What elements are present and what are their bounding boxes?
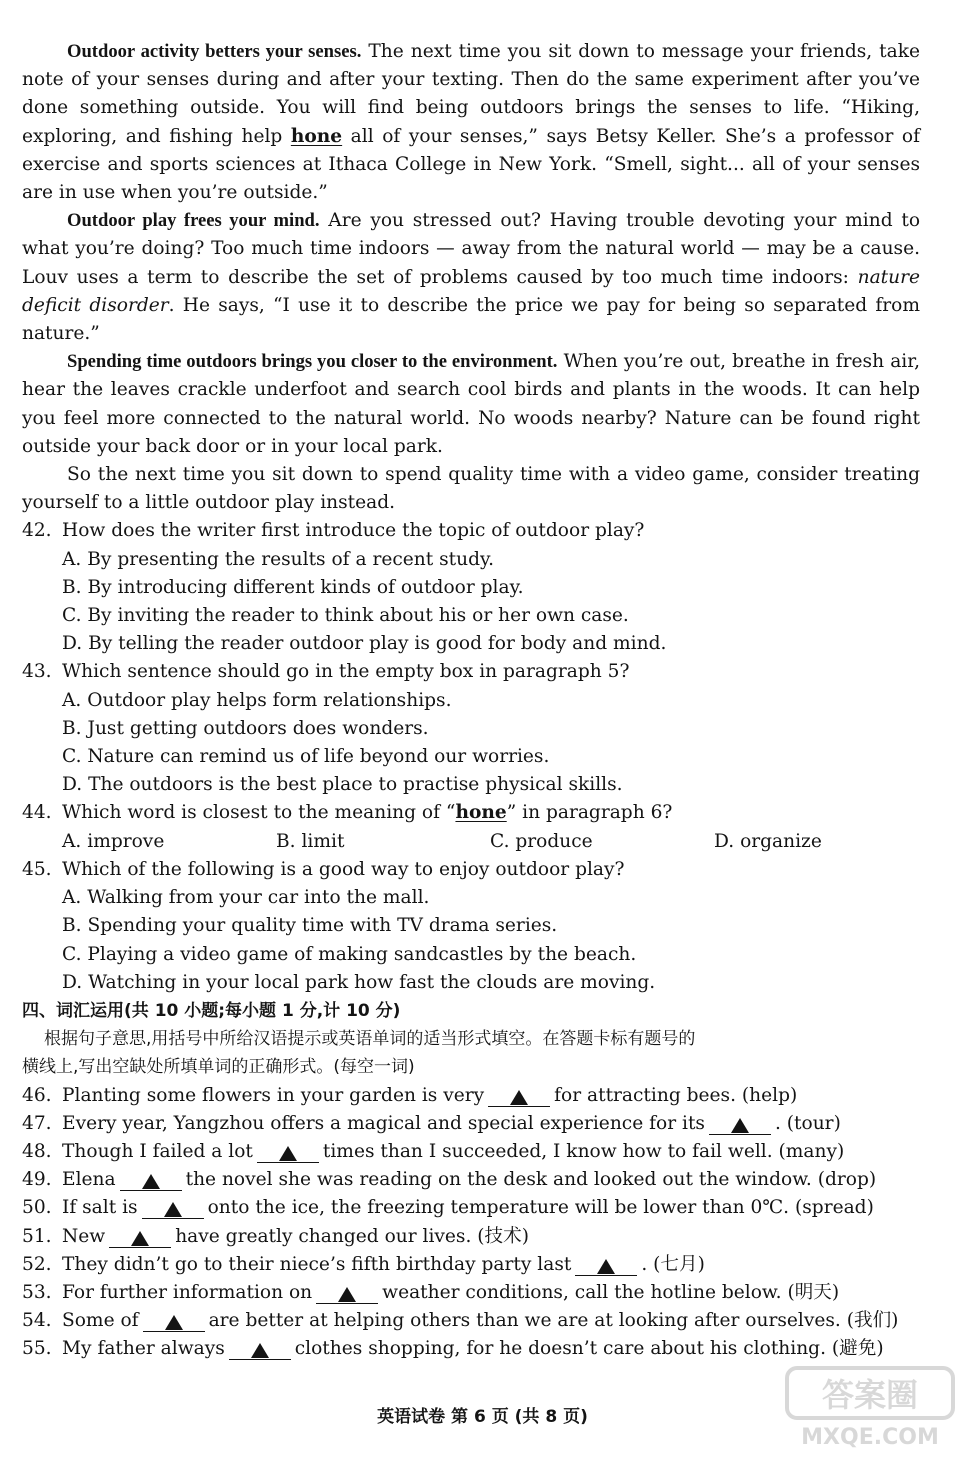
option: A. Walking from your car into the mall. xyxy=(62,887,430,909)
triangle-icon xyxy=(164,1202,182,1217)
fill-text: Every year, Yangzhou offers a magical and special experience for its xyxy=(62,1112,705,1134)
question-number: 42. xyxy=(22,520,52,542)
page-footer: 英语试卷 第 6 页 (共 8 页) xyxy=(377,1407,588,1427)
question-text: ” in paragraph 6? xyxy=(506,802,673,824)
paragraph-lead: Outdoor play frees your mind. xyxy=(67,210,320,232)
question-text: How does the writer first introduce the topic of outdoor play? xyxy=(62,520,645,542)
question-number: 49. xyxy=(22,1169,52,1191)
paragraph-lead: Spending time outdoors brings you closer to the environment. xyxy=(67,351,558,373)
question-42 xyxy=(22,517,920,658)
paragraph-environment xyxy=(22,348,920,461)
option: A. By presenting the results of a recent study. xyxy=(62,548,494,570)
fill-item-49 xyxy=(22,1166,920,1194)
fill-text: have greatly changed our lives. (技术) xyxy=(175,1225,529,1247)
triangle-icon xyxy=(731,1118,749,1133)
paragraph-text: Are you stressed out? Having trouble devoting your mind to what you’re doing? Too much time indoors — away from the natural world — may be a cause. Louv uses a term to describe the set of problems caused by too much time indoors: xyxy=(22,210,921,288)
fill-item-46 xyxy=(22,1082,920,1110)
triangle-icon xyxy=(338,1287,356,1302)
fill-text: weather conditions, call the hotline below. (明天) xyxy=(382,1281,840,1303)
fill-item-48 xyxy=(22,1138,920,1166)
question-number: 46. xyxy=(22,1084,52,1106)
fill-item-51 xyxy=(22,1223,920,1251)
option: D. The outdoors is the best place to practise physical skills. xyxy=(62,774,623,796)
underlined-word: hone xyxy=(290,125,343,147)
triangle-icon xyxy=(142,1174,160,1189)
option: D. Watching in your local park how fast the clouds are moving. xyxy=(62,971,656,993)
fill-text: times than I succeeded, I know how to fail well. (many) xyxy=(322,1140,845,1162)
option: B. Just getting outdoors does wonders. xyxy=(62,717,429,739)
fill-text: the novel she was reading on the desk and looked out the window. (drop) xyxy=(185,1169,877,1191)
fill-text: onto the ice, the freezing temperature will be lower than 0℃. (spread) xyxy=(207,1197,874,1219)
watermark-logo xyxy=(785,1366,955,1451)
question-number: 43. xyxy=(22,661,52,683)
fill-text: clothes shopping, for he doesn’t care about his clothing. (避免) xyxy=(294,1338,884,1360)
option: C. By inviting the reader to think about his or her own case. xyxy=(62,605,629,627)
section-title: 四、词汇运用(共 10 小题;每小题 1 分,计 10 分) xyxy=(22,1000,401,1021)
answer-blank[interactable] xyxy=(120,1170,182,1191)
section-instructions: 横线上,写出空缺处所填单词的正确形式。(每空一词) xyxy=(22,1057,415,1078)
fill-text: Planting some flowers in your garden is very xyxy=(62,1084,485,1106)
fill-item-50 xyxy=(22,1194,920,1222)
question-number: 44. xyxy=(22,802,52,824)
answer-blank[interactable] xyxy=(316,1283,378,1304)
fill-text: Some of xyxy=(62,1310,139,1332)
triangle-icon xyxy=(131,1231,149,1246)
answer-blank[interactable] xyxy=(709,1114,771,1135)
question-text: Which of the following is a good way to enjoy outdoor play? xyxy=(62,858,625,880)
fill-text: For further information on xyxy=(62,1281,313,1303)
paragraph-mind xyxy=(22,207,920,348)
option: C. Playing a video game of making sandcastles by the beach. xyxy=(62,943,637,965)
fill-text: . (tour) xyxy=(774,1112,841,1134)
question-number: 45. xyxy=(22,858,52,880)
fill-text: They didn’t go to their niece’s fifth birthday party last xyxy=(62,1253,572,1275)
triangle-icon xyxy=(279,1146,297,1161)
triangle-icon xyxy=(165,1315,183,1330)
triangle-icon xyxy=(597,1259,615,1274)
question-number: 47. xyxy=(22,1112,52,1134)
fill-item-47 xyxy=(22,1110,920,1138)
paragraph-conclusion: So the next time you sit down to spend quality time with a video game, consider treating yourself to a little outdoor play instead. xyxy=(22,464,920,514)
option: A. Outdoor play helps form relationships. xyxy=(62,689,452,711)
answer-blank[interactable] xyxy=(229,1339,291,1360)
fill-item-52 xyxy=(22,1251,920,1279)
question-number: 48. xyxy=(22,1140,52,1162)
question-number: 54. xyxy=(22,1310,52,1332)
italic-term: nature deficit disorder xyxy=(22,266,920,316)
fill-item-55 xyxy=(22,1335,920,1363)
section-instructions: 根据句子意思,用括号中所给汉语提示或英语单词的适当形式填空。在答题卡标有题号的 xyxy=(44,1029,696,1050)
question-text: Which sentence should go in the empty box in paragraph 5? xyxy=(62,661,630,683)
paragraph-text: When you’re out, breathe in fresh air, hear the leaves crackle underfoot and search cool birds and plants in the woods. It can help you feel more connected to the natural world. No woods nearby? Nature can be found right outside your back door or in your local park. xyxy=(22,351,920,457)
triangle-icon xyxy=(251,1343,269,1358)
paragraph-text: The next time you sit down to message your friends, take note of your senses during and after your texting. Then do the same experiment after you’ve done something outside. You will find being outdoors brings the senses to life. “Hiking, exploring, and fishing help xyxy=(22,41,921,147)
answer-blank[interactable] xyxy=(109,1227,171,1248)
option: C. produce xyxy=(490,830,593,852)
question-number: 53. xyxy=(22,1281,52,1303)
underlined-word: hone xyxy=(455,802,507,824)
paragraph-senses xyxy=(22,38,920,207)
fill-text: Though I failed a lot xyxy=(62,1140,253,1162)
question-text: Which word is closest to the meaning of “ xyxy=(62,802,456,824)
paragraph-text: . He says, “I use it to describe the price we pay for being so separated from nature.” xyxy=(22,294,920,345)
fill-item-54 xyxy=(22,1307,920,1335)
fill-text: are better at helping others than we are at looking after ourselves. (我们) xyxy=(208,1310,899,1332)
paragraph-text: all of your senses,” says Betsy Keller. She’s a professor of exercise and sports sciences at Ithaca College in New York. “Smell, sight... all of your senses are in use when you’re outside.” xyxy=(22,125,920,204)
fill-text: for attracting bees. (help) xyxy=(554,1084,798,1106)
fill-in-list xyxy=(22,1082,920,1364)
option: B. Spending your quality time with TV drama series. xyxy=(62,915,558,937)
answer-blank[interactable] xyxy=(488,1086,550,1107)
triangle-icon xyxy=(510,1090,528,1105)
question-number: 55. xyxy=(22,1338,52,1360)
fill-text: . (七月) xyxy=(641,1253,705,1275)
question-44 xyxy=(22,799,920,855)
answer-blank[interactable] xyxy=(143,1311,205,1332)
option: D. organize xyxy=(714,830,822,852)
fill-text: New xyxy=(62,1225,106,1247)
fill-item-53 xyxy=(22,1279,920,1307)
option: B. limit xyxy=(276,830,345,852)
watermark-top: 答案圈 xyxy=(821,1376,919,1414)
option: A. improve xyxy=(62,830,165,852)
option: D. By telling the reader outdoor play is good for body and mind. xyxy=(62,633,667,655)
option-row xyxy=(22,828,920,856)
answer-blank[interactable] xyxy=(575,1255,637,1276)
fill-text: My father always xyxy=(62,1338,225,1360)
exam-page xyxy=(22,38,920,1364)
answer-blank[interactable] xyxy=(257,1142,319,1163)
option: C. Nature can remind us of life beyond our worries. xyxy=(62,746,550,768)
fill-text: If salt is xyxy=(62,1197,138,1219)
watermark-bottom: MXQE.COM xyxy=(801,1425,939,1450)
option: B. By introducing different kinds of outdoor play. xyxy=(62,576,524,598)
question-number: 50. xyxy=(22,1197,52,1219)
answer-blank[interactable] xyxy=(142,1198,204,1219)
fill-text: Elena xyxy=(62,1169,116,1191)
question-number: 51. xyxy=(22,1225,52,1247)
question-number: 52. xyxy=(22,1253,52,1275)
question-45 xyxy=(22,856,920,997)
question-43 xyxy=(22,658,920,799)
paragraph-lead: Outdoor activity betters your senses. xyxy=(67,41,362,62)
